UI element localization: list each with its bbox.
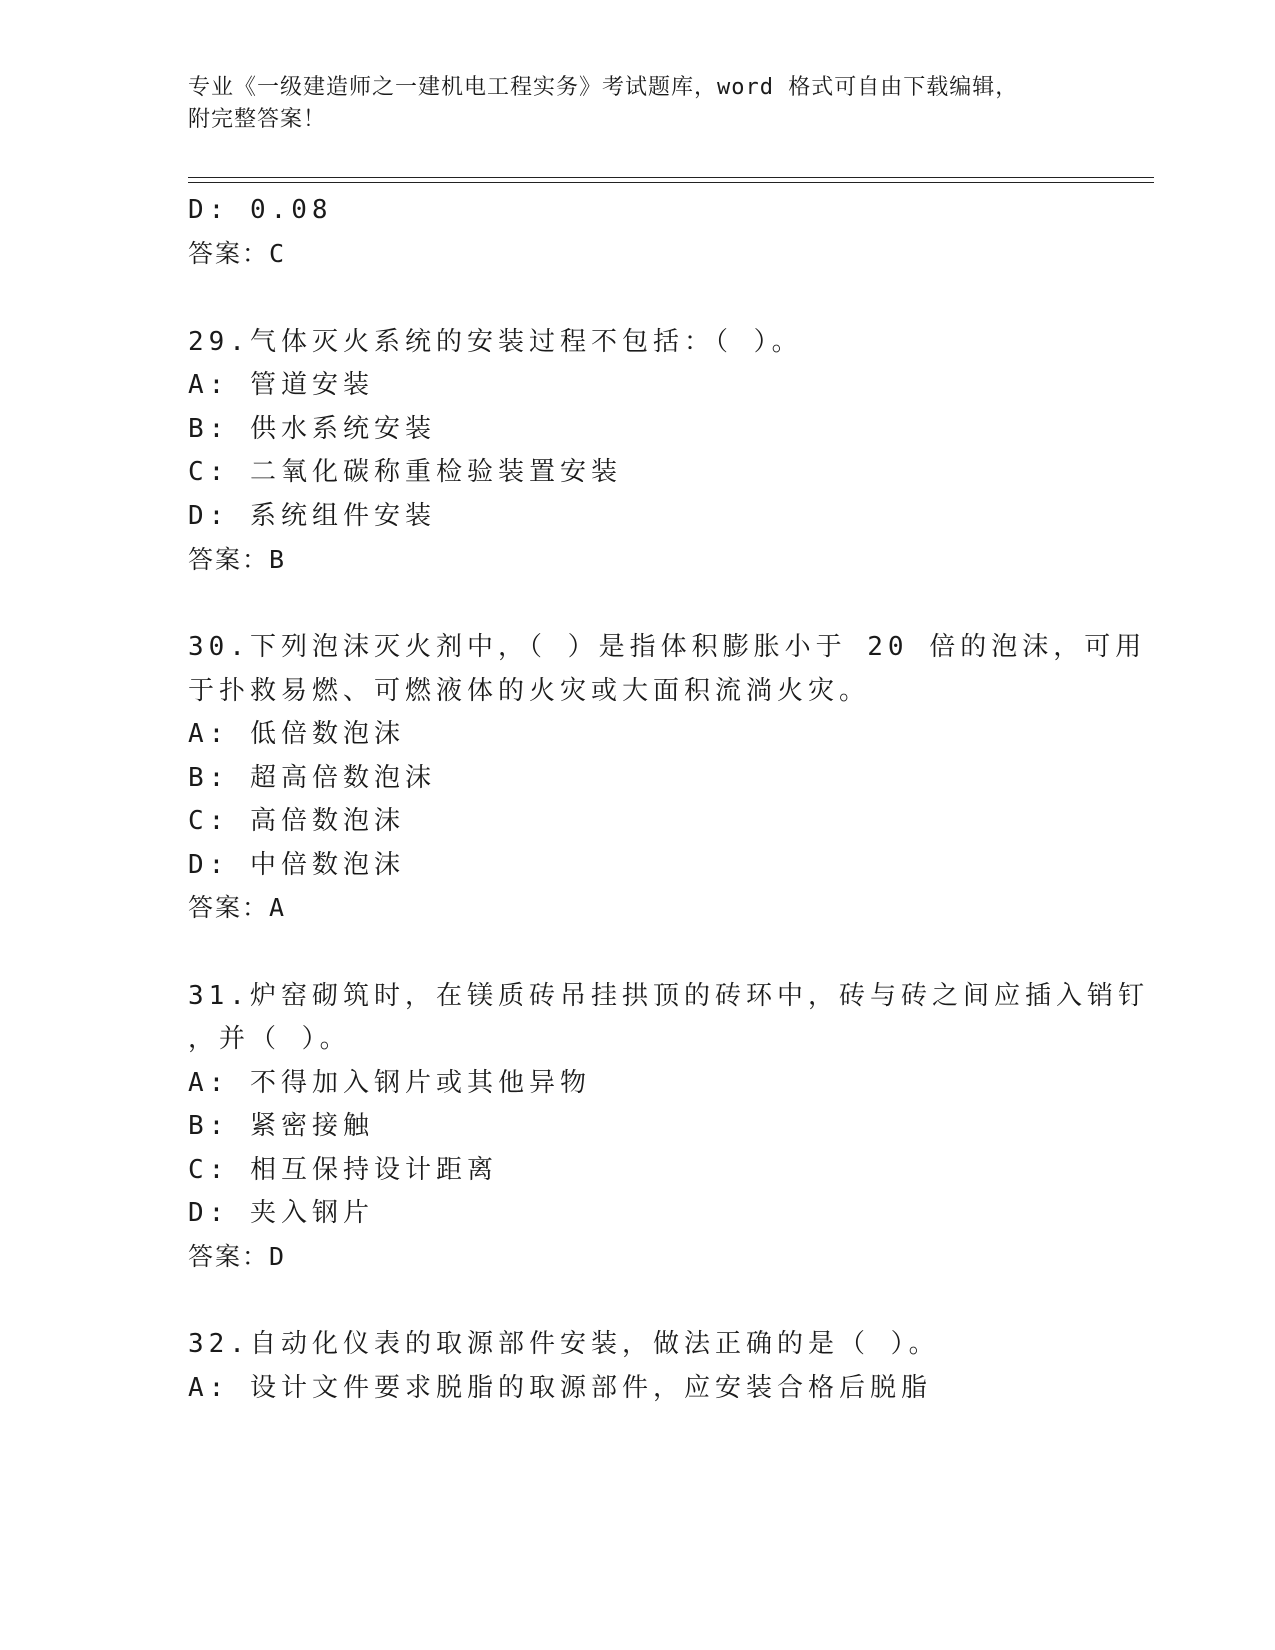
- document-header: [188, 72, 1068, 136]
- answer-label: 答案：: [188, 239, 270, 268]
- question-30-option-c: C: 高倍数泡沫: [188, 806, 405, 836]
- question-30-answer: [188, 890, 286, 926]
- question-32-option-a: A: 设计文件要求脱脂的取源部件，应安装合格后脱脂: [188, 1373, 932, 1403]
- answer-label: 答案：: [188, 545, 270, 574]
- question-30-option-b: B: 超高倍数泡沫: [188, 763, 436, 793]
- question-29-option-a: A: 管道安装: [188, 370, 374, 400]
- question-29-option-d: D: 系统组件安装: [188, 501, 436, 531]
- header-line-2: 附完整答案！: [188, 107, 327, 132]
- header-divider-bottom: [188, 182, 1154, 183]
- question-29-option-c: C: 二氧化碳称重检验装置安装: [188, 457, 622, 487]
- question-31-option-a: A: 不得加入钢片或其他异物: [188, 1068, 591, 1098]
- question-29-stem: 29.气体灭火系统的安装过程不包括：（ ）。: [188, 327, 803, 357]
- question-31-answer: [188, 1239, 286, 1275]
- question-31-option-c: C: 相互保持设计距离: [188, 1155, 498, 1185]
- question-31-option-d: D: 夹入钢片: [188, 1198, 374, 1228]
- answer-value: B: [269, 545, 287, 574]
- question-30-option-d: D: 中倍数泡沫: [188, 850, 405, 880]
- answer-value: D: [269, 1242, 287, 1271]
- header-line-1: 专业《一级建造师之一建机电工程实务》考试题库，word 格式可自由下载编辑，: [188, 75, 1019, 100]
- answer-value: C: [269, 239, 287, 268]
- question-31-stem-line-2: ，并（ ）。: [188, 1024, 351, 1054]
- question-30-stem-line-2: 于扑救易燃、可燃液体的火灾或大面积流淌火灾。: [188, 676, 871, 706]
- prev-answer: [188, 236, 286, 272]
- answer-value: A: [269, 893, 287, 922]
- question-30-stem-line-1: 30.下列泡沫灭火剂中，（ ）是指体积膨胀小于 20 倍的泡沫，可用: [188, 632, 1147, 662]
- answer-label: 答案：: [188, 893, 270, 922]
- question-31-option-b: B: 紧密接触: [188, 1111, 374, 1141]
- question-29-option-b: B: 供水系统安装: [188, 414, 436, 444]
- answer-label: 答案：: [188, 1242, 270, 1271]
- prev-option-d: D: 0.08: [188, 195, 333, 225]
- header-divider-top: [188, 177, 1154, 178]
- question-29-answer: [188, 542, 286, 578]
- question-31-stem-line-1: 31.炉窑砌筑时，在镁质砖吊挂拱顶的砖环中，砖与砖之间应插入销钉: [188, 981, 1149, 1011]
- question-32-stem: 32.自动化仪表的取源部件安装，做法正确的是（ ）。: [188, 1329, 940, 1359]
- question-30-option-a: A: 低倍数泡沫: [188, 719, 405, 749]
